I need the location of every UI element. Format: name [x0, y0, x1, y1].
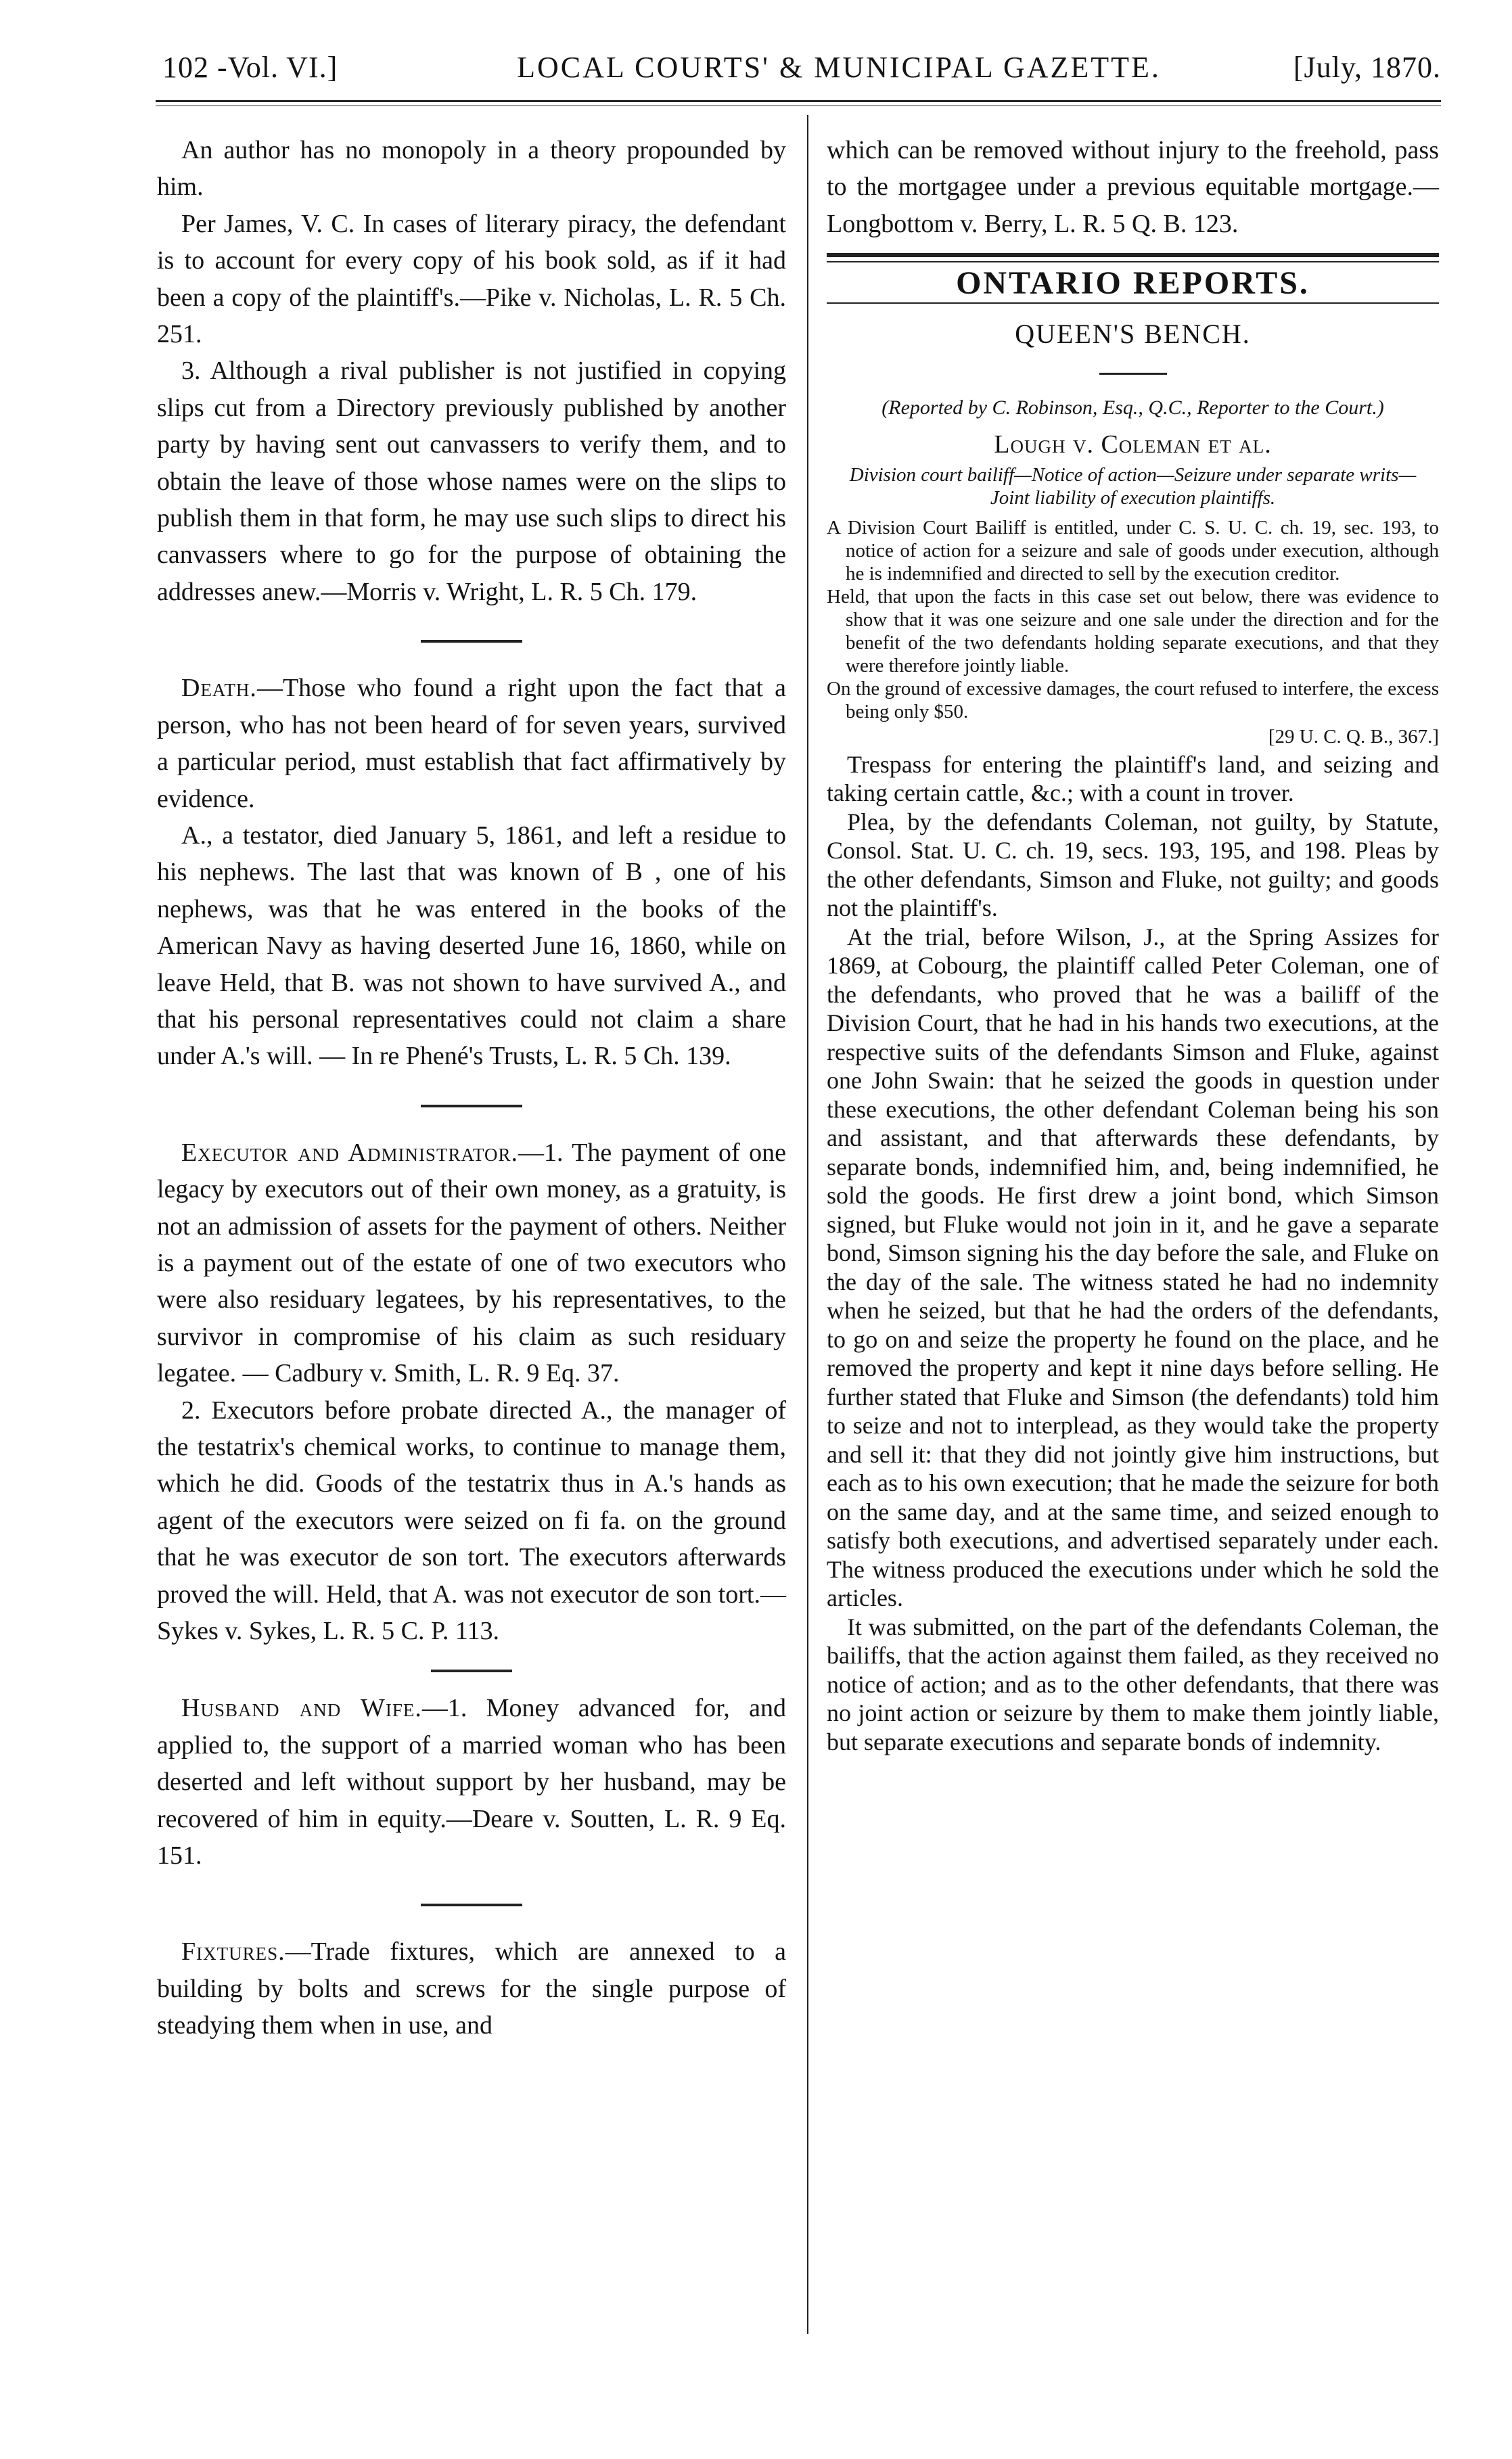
issue-date: [July, 1870.: [1293, 51, 1441, 84]
header-rule: [156, 100, 1441, 102]
digest-entry-executor: [157, 1134, 786, 1392]
headnote: Held, that upon the facts in this case set out below, there was evidence to show that it was one seizure and one sale under the direction and for the benefit of the two defendants holding separate executions, and that they were therefore jointly liable.: [827, 585, 1439, 676]
entry-text: —Those who found a right upon the fact that a person, who has not been heard of for seven years, survived a particular period, must establish that fact affirmatively by evidence.: [157, 674, 786, 813]
headnote: A Division Court Bailiff is entitled, under C. S. U. C. ch. 19, sec. 193, to notice of action for a seizure and sale of goods under execution, although he is indemnified and directed to sell by the execution creditor.: [827, 516, 1439, 584]
paragraph: which can be removed without injury to the freehold, pass to the mortgagee under a previous equitable mortgage.—Longbottom v. Berry, L. R. 5 Q. B. 123.: [827, 136, 1439, 238]
digest-entry-fixtures: [157, 1933, 786, 2044]
section-rule-thin: [827, 261, 1439, 262]
paragraph: It was submitted, on the part of the defendants Coleman, the bailiffs, that the action against them failed, as they received no notice of action; and as to the other defendants, that there was no joint action or seizure by them to make them jointly liable, but separate executions and separate bonds of indemnity.: [827, 1613, 1439, 1755]
report-citation: [29 U. C. Q. B., 367.]: [1268, 725, 1439, 748]
headnote: On the ground of excessive damages, the court refused to interfere, the excess being only $50.: [827, 677, 1439, 722]
entry-text: —1. Money advanced for, and applied to, the support of a married woman who has been deserted and left without support by her husband, may be recovered of him in equity.—Deare v. Soutten, L. R. 9 Eq. 151.: [157, 1694, 787, 1870]
page-number: 102 -Vol. VI.]: [162, 51, 338, 84]
entry-heading: Husband and Wife.: [181, 1694, 422, 1723]
paragraph: Trespass for entering the plaintiff's land, and seizing and taking certain cattle, &c.; with a count in trover.: [827, 750, 1439, 807]
digest-entry-death: [157, 670, 786, 817]
reporter-credit: (Reported by C. Robinson, Esq., Q.C., Reporter to the Court.): [881, 396, 1384, 419]
paragraph: An author has no monopoly in a theory propounded by him.: [157, 136, 786, 202]
left-column: [157, 132, 786, 2044]
section-divider: [421, 1904, 522, 1906]
entry-heading: Executor and Administrator.: [181, 1138, 518, 1167]
paragraph: Plea, by the defendants Coleman, not guilty, by Statute, Consol. Stat. U. C. ch. 19, secs. 193, 195, and 198. Pleas by the other defendants, Simson and Fluke, not guilty; and goods not the plaintiff's.: [827, 808, 1439, 922]
publication-title: LOCAL COURTS' & MUNICIPAL GAZETTE.: [517, 51, 1161, 84]
section-rule-thick: [827, 253, 1439, 257]
running-header: [156, 42, 1441, 89]
headnote-summary: Division court bailiff—Notice of action—Seizure under separate writs—Joint liability of execution plaintiffs.: [849, 463, 1417, 509]
entry-heading: Fixtures.: [181, 1937, 285, 1967]
case-title: Lough v. Coleman et al.: [994, 430, 1272, 459]
paragraph: Per James, V. C. In cases of literary piracy, the defendant is to account for every copy of his book sold, as if it had been a copy of the plaintiff's.—Pike v. Nicholas, L. R. 5 Ch. 251.: [157, 209, 786, 349]
entry-text: —1. The payment of one legacy by executors out of their own money, as a gratuity, is not an admission of assets for the payment of others. Neither is a payment out of the estate of one of two executors who were also residuary legatees, by his representatives, to the survivor in compromise of his claim as such residuary legatee. — Cadbury v. Smith, L. R. 9 Eq. 37.: [157, 1138, 786, 1388]
section-rule-thin: [827, 302, 1439, 304]
court-name: QUEEN'S BENCH.: [1015, 318, 1251, 349]
section-divider: [421, 640, 522, 643]
right-column: [827, 132, 1439, 1756]
paragraph: A., a testator, died January 5, 1861, and left a residue to his nephews. The last that was known of B , one of his nephews, was that he was entered in the books of the American Navy as having deserted June 16, 1860, while on leave Held, that B. was not shown to have survived A., and that his personal representatives could not claim a share under A.'s will. — In re Phené's Trusts, L. R. 5 Ch. 139.: [157, 821, 786, 1071]
court-divider: [1099, 373, 1167, 375]
case-body: [827, 750, 1439, 1757]
entry-heading: Death.: [181, 674, 257, 703]
section-divider: [431, 1670, 512, 1672]
paragraph: At the trial, before Wilson, J., at the Spring Assizes for 1869, at Cobourg, the plaintiff called Peter Coleman, one of the defendants, who proved that he was a bailiff of the Division Court, that he had in his hands two executions, at the respective suits of the defendants Simson and Fluke, against one John Swain: that he seized the goods in question under these executions, the other defendant Coleman being his son and assistant, and that afterwards these defendants, by separate bonds, indemnified him, and, being indemnified, he sold the goods. He first drew a joint bond, which Simson signed, but Fluke would not join in it, and he gave a separate bond, Simson signing his the day before the sale, and Fluke on the day of the sale. The witness stated he had no indemnity when he seized, but that he had the orders of the defendants, to go on and seize the property he found on the place, and he removed the property and kept it nine days before selling. He further stated that Fluke and Simson (the defendants) told him to seize and not to interplead, as they would take the property and sell it: that they did not jointly give him instructions, but each as to his own execution; that he made the seizure for both on the same day, and at the same time, and seized enough to satisfy both executions, and advertised separately under each. The witness produced the executions under which he sold the articles.: [827, 923, 1439, 1612]
paragraph: 2. Executors before probate directed A., the manager of the testatrix's chemical works, to continue to manage them, which he did. Goods of the testatrix thus in A.'s hands as agent of the executors were seized on fi fa. on the ground that he was executor de son tort. The executors afterwards proved the will. Held, that A. was not executor de son tort.—Sykes v. Sykes, L. R. 5 C. P. 113.: [157, 1396, 786, 1646]
entry-text: —Trade fixtures, which are annexed to a building by bolts and screws for the single purpose of steadying them when in use, and: [157, 1937, 786, 2040]
section-title: ONTARIO REPORTS.: [956, 265, 1310, 302]
section-divider: [421, 1105, 522, 1107]
paragraph: 3. Although a rival publisher is not justified in copying slips cut from a Directory previously published by another party by having sent out canvassers to verify them, and to obtain the leave of those whose names were on the slips to publish them in that form, he may use such slips to direct his canvassers where to go for the purpose of obtaining the addresses anew.—Morris v. Wright, L. R. 5 Ch. 179.: [157, 357, 786, 606]
digest-entry-husband-wife: [157, 1690, 786, 1874]
column-divider: [807, 115, 808, 2334]
